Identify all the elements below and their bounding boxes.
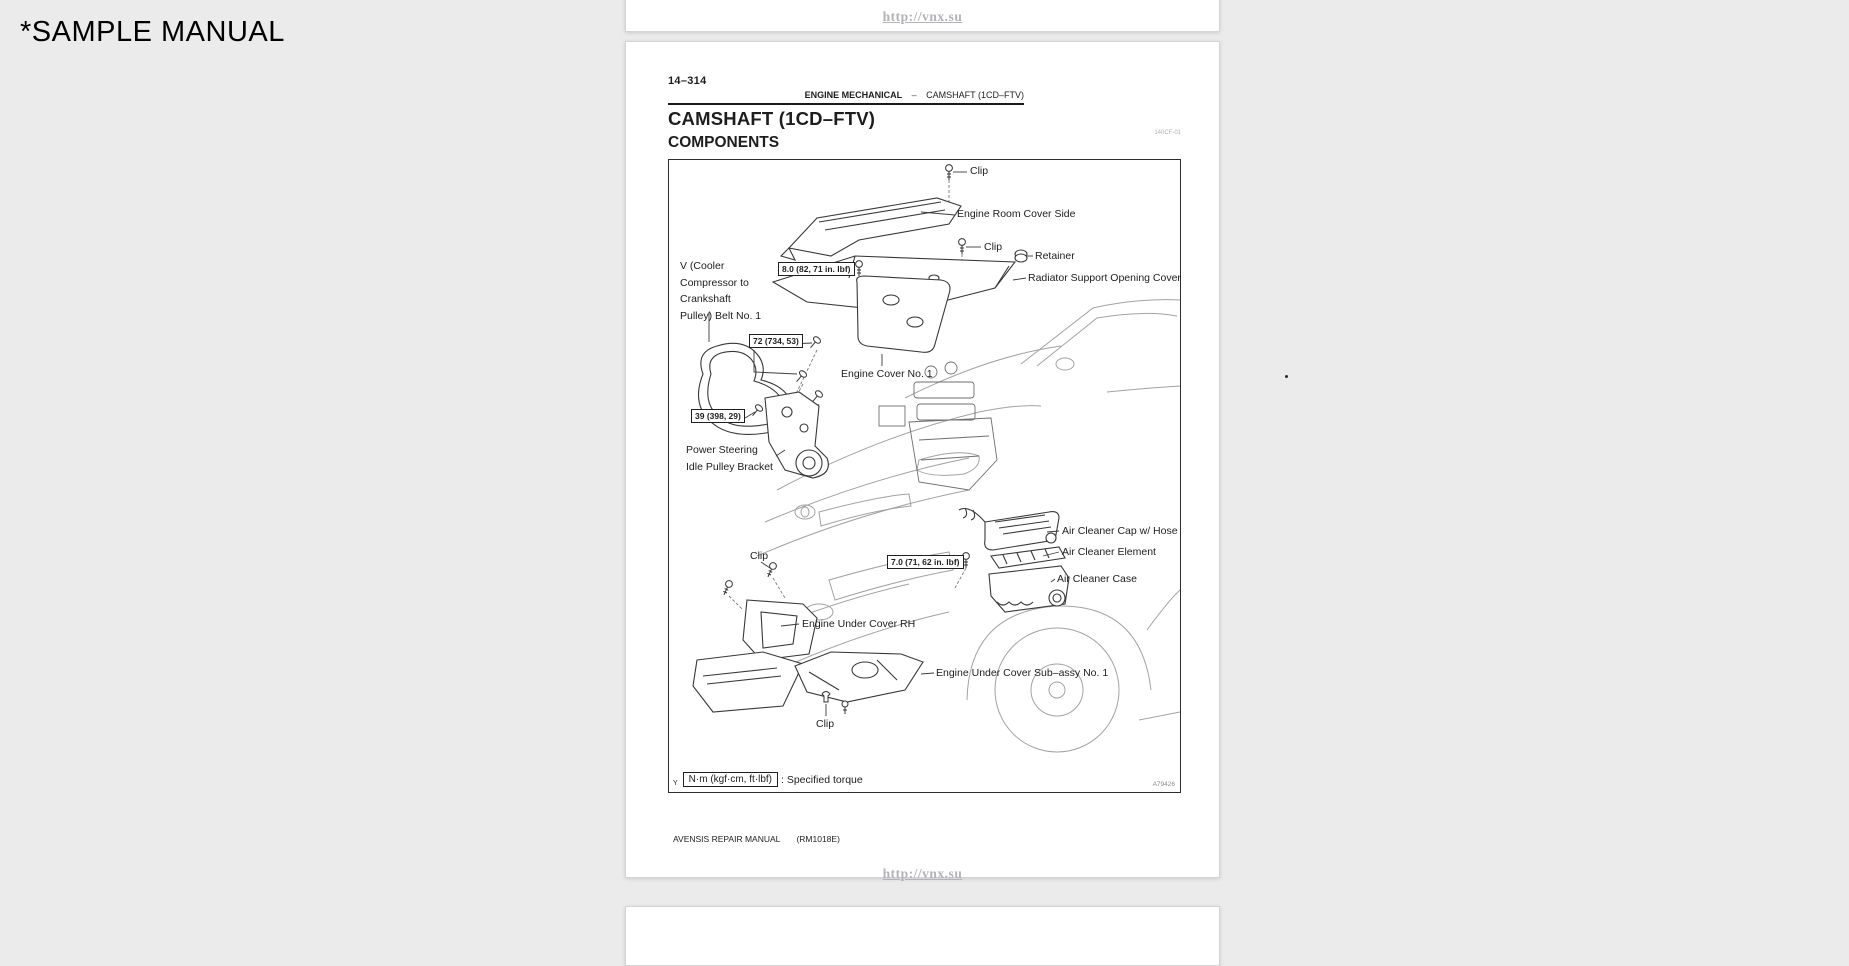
legend-y-marker: Y xyxy=(673,780,678,787)
running-header xyxy=(668,90,1024,105)
sample-manual-overlay: *SAMPLE MANUAL xyxy=(20,16,285,48)
torque-box-39: 39 (398, 29) xyxy=(691,409,745,423)
label-v-belt: V (Cooler Compressor to Crankshaft Pulley) Belt No. 1 xyxy=(680,260,762,322)
label-clip-bottom: Clip xyxy=(816,718,835,730)
label-under-cover-rh: Engine Under Cover RH xyxy=(802,618,916,630)
footer-manual-code: (RM1018E) xyxy=(796,834,840,844)
page-footer xyxy=(673,834,840,844)
label-clip-left: Clip xyxy=(750,550,769,562)
legend-torque-note: : Specified torque xyxy=(781,773,863,786)
under-cover-rh-art xyxy=(693,652,803,712)
engine-bay-art xyxy=(879,362,997,490)
components-figure-frame xyxy=(668,159,1181,793)
document-page-main xyxy=(625,41,1220,881)
label-radiator-support-cover: Radiator Support Opening Cover xyxy=(1028,272,1181,284)
torque-box-72: 72 (734, 53) xyxy=(749,334,803,348)
watermark-link[interactable]: http://vnx.su xyxy=(882,9,963,24)
watermark-link[interactable]: http://vnx.su xyxy=(882,866,963,881)
torque-legend xyxy=(673,772,863,787)
section-heading: COMPONENTS xyxy=(668,134,780,151)
label-clip-top: Clip xyxy=(970,165,989,177)
label-air-cleaner-case: Air Cleaner Case xyxy=(1057,573,1137,585)
running-header-separator: – xyxy=(911,90,917,100)
label-air-cleaner-element: Air Cleaner Element xyxy=(1062,546,1156,558)
label-under-cover-subassy: Engine Under Cover Sub–assy No. 1 xyxy=(936,667,1109,679)
page-title: CAMSHAFT (1CD–FTV) xyxy=(668,108,876,129)
exploded-diagram-art xyxy=(669,160,1180,792)
label-retainer: Retainer xyxy=(1035,250,1075,262)
running-header-section: ENGINE MECHANICAL xyxy=(804,90,903,100)
label-clip-upper: Clip xyxy=(984,241,1003,253)
air-cleaner-element-art xyxy=(991,547,1065,568)
label-air-cleaner-cap: Air Cleaner Cap w/ Hose xyxy=(1062,525,1178,537)
document-page-previous xyxy=(625,0,1220,32)
label-engine-room-cover-side: Engine Room Cover Side xyxy=(957,208,1076,220)
torque-box-70: 7.0 (71, 62 in. lbf) xyxy=(887,555,964,569)
running-header-topic: CAMSHAFT (1CD–FTV) xyxy=(926,90,1024,100)
figure-code: 140CF-01 xyxy=(1154,130,1181,136)
engine-cover-art xyxy=(857,276,950,352)
engine-room-cover-side-art xyxy=(789,198,961,256)
footer-manual-name: AVENSIS REPAIR MANUAL xyxy=(673,834,781,844)
figure-id: A79426 xyxy=(1152,781,1175,788)
document-page-next xyxy=(625,906,1220,966)
label-engine-cover-no1: Engine Cover No. 1 xyxy=(841,368,933,380)
legend-torque-unit-box: N·m (kgf·cm, ft·lbf) xyxy=(683,772,778,787)
torque-box-belt-bolt: 8.0 (82, 71 in. lbf) xyxy=(778,262,855,276)
label-power-steering-bracket: Power Steering Idle Pulley Bracket xyxy=(686,444,773,473)
dust-speck xyxy=(1285,375,1288,378)
under-cover-rh-upper-art xyxy=(743,600,817,660)
page-number: 14–314 xyxy=(668,75,707,87)
